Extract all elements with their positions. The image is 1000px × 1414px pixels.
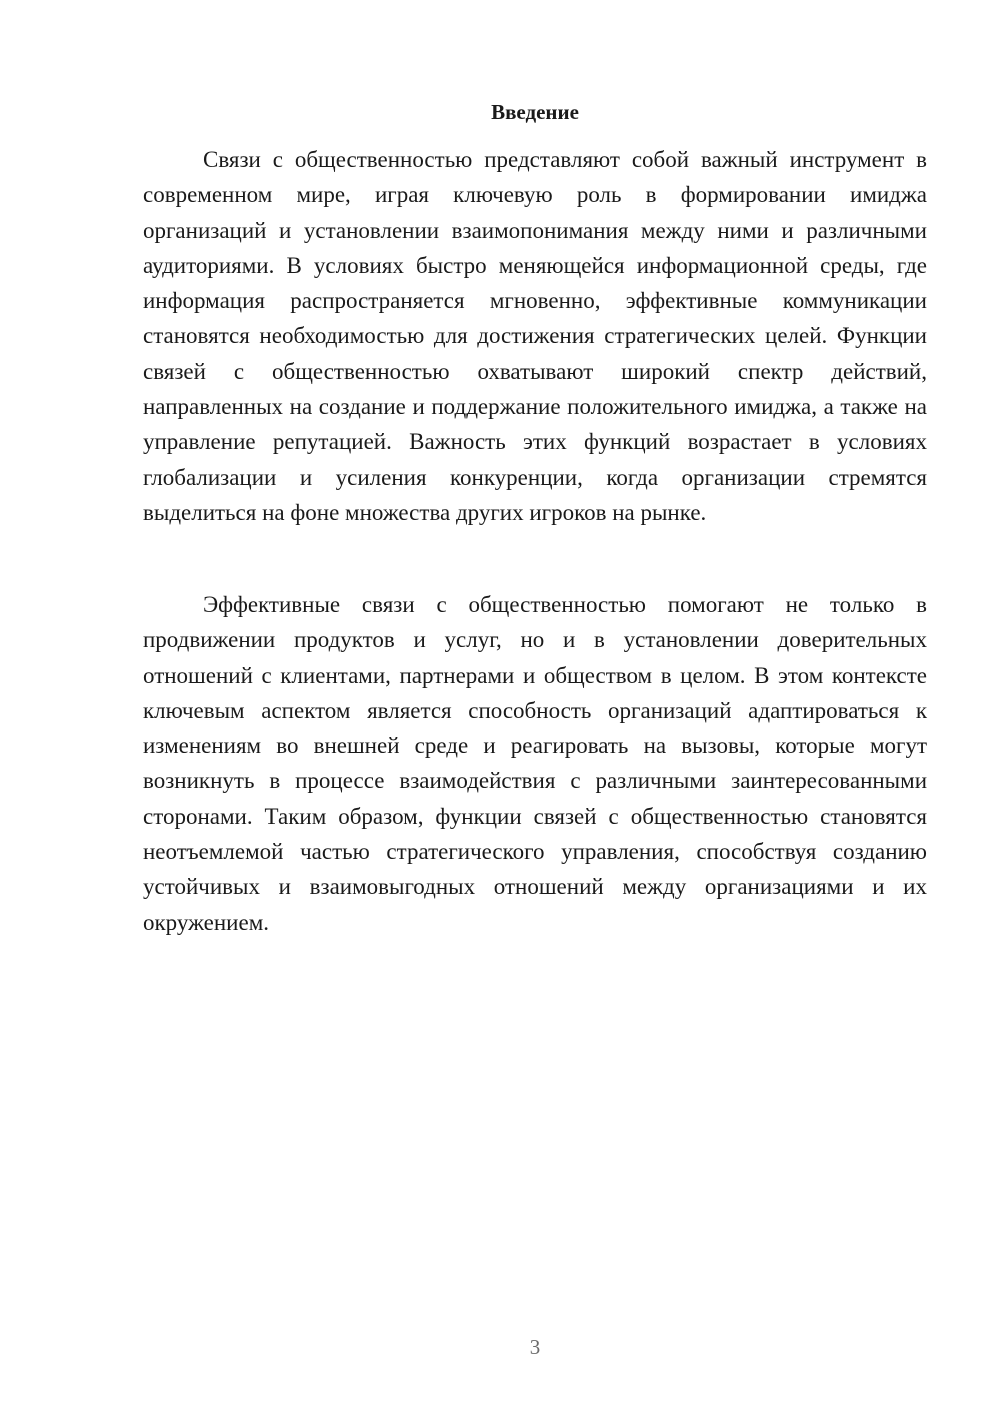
paragraph-2: Эффективные связи с общественностью помогают не только в продвижении продуктов и услуг, но и в установлении доверительных отношений с клиентами, партнерами и обществом в целом. В этом контексте ключевым аспектом является способность организаций адаптироваться к изменениям во внешней среде и реагировать на вызовы, которые могут возникнуть в процессе взаимодействия с различными заинтересованными сторонами. Таким образом, функции связей с общественностью становятся неотъемлемой частью стратегического управления, способствуя созданию устойчивых и взаимовыгодных отношений между организациями и их окружением. <box>143 592 927 935</box>
section-heading: Введение <box>491 100 579 124</box>
paragraph-1: Связи с общественностью представляют собой важный инструмент в современном мире, играя ключевую роль в формировании имиджа организаций и установлении взаимопонимания между ними и различными аудиториями. В условиях быстро меняющейся информационной среды, где информация распространяется мгновенно, эффективные коммуникации становятся необходимостью для достижения стратегических целей. Функции связей с общественностью охватывают широкий спектр действий, направленных на создание и поддержание положительного имиджа, а также на управление репутацией. Важность этих функций возрастает в условиях глобализации и усиления конкуренции, когда организации стремятся выделиться на фоне множества других игроков на рынке. <box>143 147 927 525</box>
page-number: 3 <box>529 1335 541 1359</box>
